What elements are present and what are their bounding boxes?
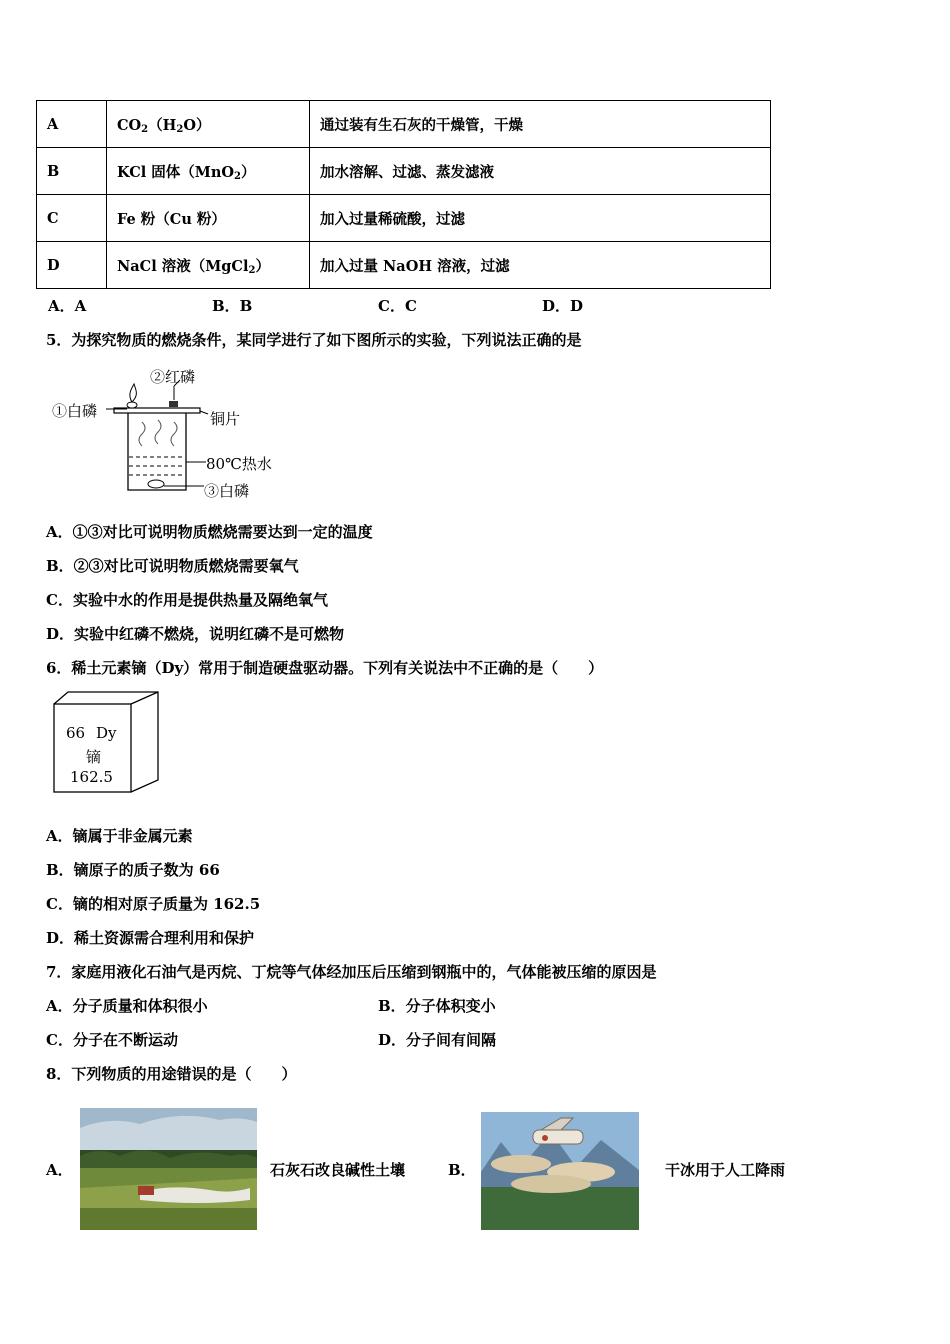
q6-stem: 6．稀土元素镝（Dy）常用于制造硬盘驱动器。下列有关说法中不正确的是（ ） bbox=[46, 659, 604, 677]
q8-option-b-caption: 干冰用于人工降雨 bbox=[665, 1161, 786, 1179]
cloud-seeding-cartoon bbox=[481, 1112, 639, 1230]
q6-option-d[interactable]: D．稀土资源需合理利用和保护 bbox=[46, 929, 255, 947]
q7-option-d[interactable]: D．分子间有间隔 bbox=[378, 1031, 497, 1049]
q4-option-d[interactable]: D．D bbox=[542, 297, 584, 315]
label-white-phosphorus-3: ③白磷 bbox=[204, 482, 250, 500]
q8-stem: 8．下列物质的用途错误的是（ ） bbox=[46, 1065, 297, 1083]
q5-option-b[interactable]: B．②③对比可说明物质燃烧需要氧气 bbox=[46, 557, 299, 575]
options-table bbox=[36, 100, 771, 289]
table-row bbox=[37, 101, 771, 148]
table-row bbox=[37, 195, 771, 242]
element-atomic-number: 66 bbox=[66, 724, 86, 742]
row-substance: Fe 粉（Cu 粉） bbox=[107, 195, 310, 242]
field-landscape-image bbox=[80, 1108, 257, 1230]
row-substance: $CO_2(H_2O)$ bbox=[107, 101, 310, 148]
element-card bbox=[52, 690, 162, 796]
label-white-phosphorus-1: ①白磷 bbox=[52, 402, 98, 420]
q6-option-b[interactable]: B．镝原子的质子数为 66 bbox=[46, 861, 220, 879]
q6-option-a[interactable]: A．镝属于非金属元素 bbox=[46, 827, 193, 845]
row-letter: A bbox=[37, 101, 107, 148]
field-photo bbox=[80, 1108, 257, 1230]
airplane-cloud-photo bbox=[481, 1112, 639, 1230]
row-substance: NaCl 溶液（MgCl$_2$） bbox=[107, 242, 310, 289]
q8-option-a-caption: 石灰石改良碱性土壤 bbox=[270, 1161, 406, 1179]
row-letter: C bbox=[37, 195, 107, 242]
q7-option-a[interactable]: A．分子质量和体积很小 bbox=[46, 997, 208, 1015]
q4-option-a[interactable]: A．A bbox=[48, 297, 87, 315]
row-method: 加水溶解、过滤、蒸发滤液 bbox=[310, 148, 771, 195]
q5-option-c[interactable]: C．实验中水的作用是提供热量及隔绝氧气 bbox=[46, 591, 328, 609]
combustion-experiment-figure bbox=[48, 362, 288, 502]
q7-option-c[interactable]: C．分子在不断运动 bbox=[46, 1031, 178, 1049]
row-method: 加入过量稀硫酸，过滤 bbox=[310, 195, 771, 242]
q8-option-b-letter[interactable]: B． bbox=[448, 1161, 476, 1179]
q5-stem: 5．为探究物质的燃烧条件，某同学进行了如下图所示的实验，下列说法正确的是 bbox=[46, 331, 582, 349]
label-red-phosphorus-2: ②红磷 bbox=[150, 368, 196, 386]
q4-option-c[interactable]: C．C bbox=[378, 297, 417, 315]
row-letter: D bbox=[37, 242, 107, 289]
q4-option-b[interactable]: B．B bbox=[212, 297, 253, 315]
table-row bbox=[37, 148, 771, 195]
q5-option-d[interactable]: D．实验中红磷不燃烧，说明红磷不是可燃物 bbox=[46, 625, 345, 643]
row-method: 通过装有生石灰的干燥管，干燥 bbox=[310, 101, 771, 148]
q7-stem: 7．家庭用液化石油气是丙烷、丁烷等气体经加压后压缩到钢瓶中的，气体能被压缩的原因是 bbox=[46, 963, 657, 981]
q6-option-c[interactable]: C．镝的相对原子质量为 162.5 bbox=[46, 895, 261, 913]
q8-option-a-letter[interactable]: A． bbox=[46, 1161, 73, 1179]
label-hot-water: 80℃热水 bbox=[206, 455, 272, 473]
q5-option-a[interactable]: A．①③对比可说明物质燃烧需要达到一定的温度 bbox=[46, 523, 373, 541]
element-name: 镝 bbox=[86, 748, 102, 766]
q7-option-b[interactable]: B．分子体积变小 bbox=[378, 997, 496, 1015]
element-symbol: Dy bbox=[96, 724, 117, 742]
row-letter: B bbox=[37, 148, 107, 195]
table-row bbox=[37, 242, 771, 289]
element-mass: 162.5 bbox=[70, 768, 113, 786]
label-copper-plate: 铜片 bbox=[210, 410, 241, 428]
row-method: 加入过量 NaOH 溶液，过滤 bbox=[310, 242, 771, 289]
row-substance: KCl 固体（MnO$_2$） bbox=[107, 148, 310, 195]
